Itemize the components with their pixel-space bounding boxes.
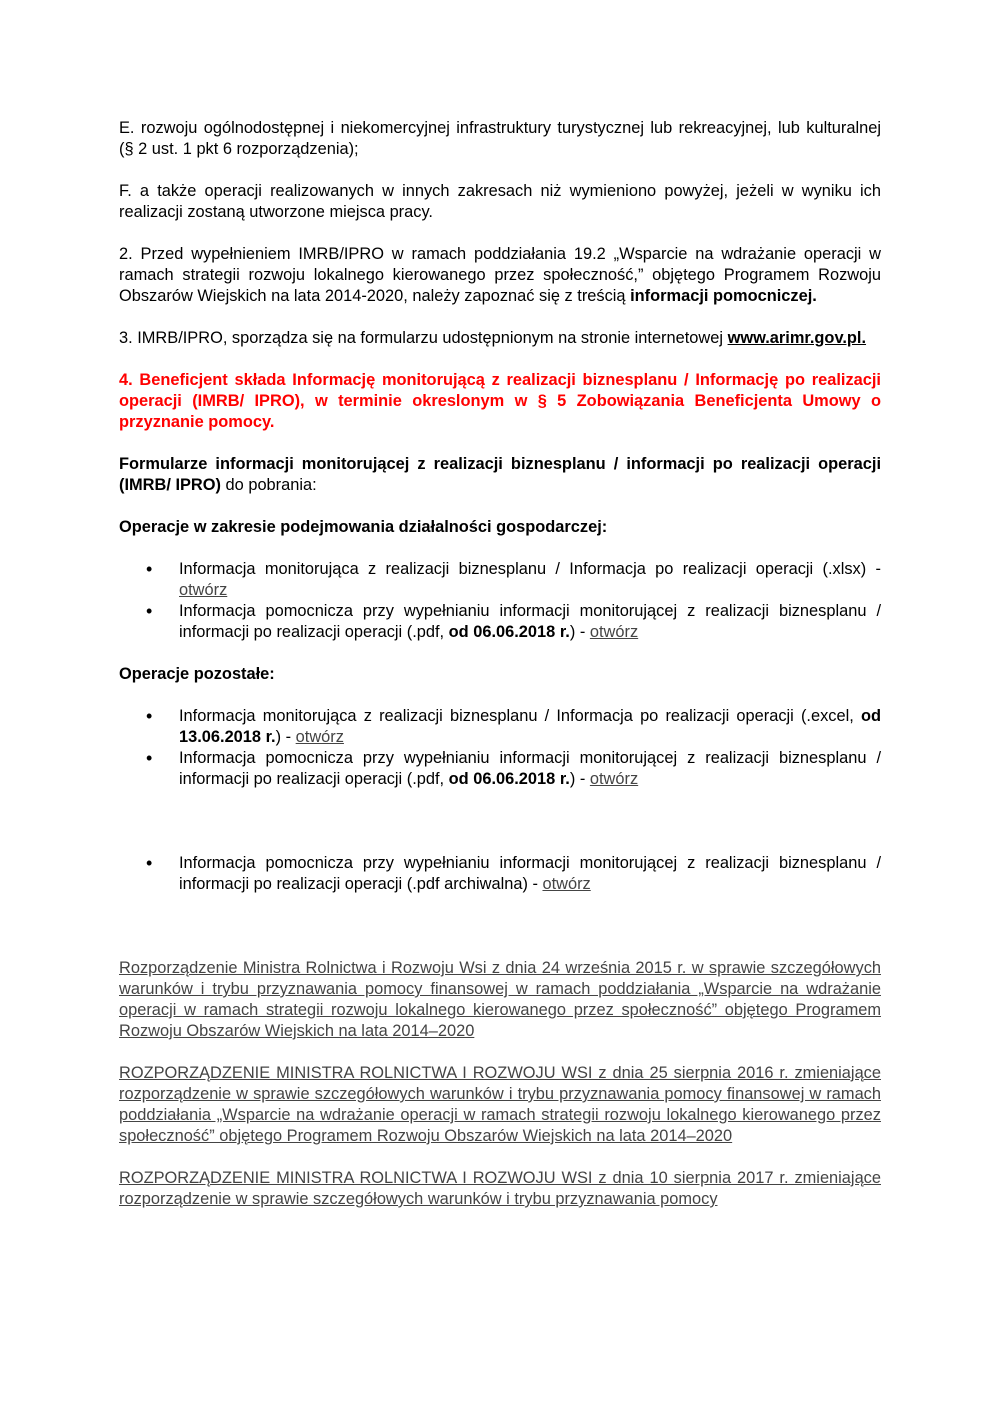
section1-item1-open-link[interactable]: otwórz xyxy=(179,581,228,599)
forms-intro-tail: do pobrania: xyxy=(220,476,317,494)
section1-item2-date: od 06.06.2018 r. xyxy=(448,623,570,641)
section1-list xyxy=(119,559,881,643)
section2-item2-tail: ) - xyxy=(569,770,590,788)
list-item xyxy=(119,601,881,643)
section1-item2-open-link[interactable]: otwórz xyxy=(589,623,639,641)
paragraph-2-text: 2. Przed wypełnieniem IMRB/IPRO w ramach poddziałania 19.2 „Wsparcie na wdrażanie operacji w ramach strategii rozwoju lokalnego kierowanego przez społeczność,” objętego Programem Rozwoju Obszarów Wiejskich na lata 2014-2020, należy zapoznać się z treścią xyxy=(119,245,881,305)
section2-item2-open-link[interactable]: otwórz xyxy=(589,770,639,788)
section2-item2-date: od 06.06.2018 r. xyxy=(448,770,570,788)
paragraph-3-text: 3. IMRB/IPRO, sporządza się na formularzu udostępnionym na stronie internetowej xyxy=(119,329,724,347)
arimr-link[interactable]: www.arimr.gov.pl. xyxy=(727,329,867,347)
section2-list xyxy=(119,706,881,790)
archive-item-open-link[interactable]: otwórz xyxy=(542,875,591,893)
paragraph-3 xyxy=(119,328,881,349)
section2-heading: Operacje pozostałe: xyxy=(119,665,275,683)
paragraph-2-bold: informacji pomocniczej. xyxy=(630,287,817,305)
section2-item1-tail: ) - xyxy=(275,728,296,746)
section1-item2-tail: ) - xyxy=(569,623,590,641)
forms-intro xyxy=(119,454,881,496)
regulation-link-2016[interactable]: ROZPORZĄDZENIE MINISTRA ROLNICTWA I ROZWOJU WSI z dnia 25 sierpnia 2016 r. zmieniające rozporządzenie w sprawie szczegółowych warunków i trybu przyznawania pomocy finansowej w ramach poddziałania „Wsparcie na wdrażanie operacji w ramach strategii rozwoju lokalnego kierowanego przez społeczność” objętego Programem Rozwoju Obszarów Wiejskich na lata 2014–2020 xyxy=(119,1064,881,1145)
regulation-link-2017[interactable]: ROZPORZĄDZENIE MINISTRA ROLNICTWA I ROZWOJU WSI z dnia 10 sierpnia 2017 r. zmieniające rozporządzenie w sprawie szczegółowych warunków i trybu przyznawania pomocy xyxy=(119,1169,881,1208)
document-body xyxy=(119,118,881,1210)
list-item xyxy=(119,559,881,601)
paragraph-2 xyxy=(119,244,881,307)
paragraph-e: E. rozwoju ogólnodostępnej i niekomercyjnej infrastruktury turystycznej lub rekreacyjnej, lub kulturalnej (§ 2 ust. 1 pkt 6 rozporządzenia); xyxy=(119,119,881,158)
section1-heading: Operacje w zakresie podejmowania działalności gospodarczej: xyxy=(119,518,608,536)
section2-item1-open-link[interactable]: otwórz xyxy=(295,728,344,746)
section2-item1-text: Informacja monitorująca z realizacji biznesplanu / Informacja po realizacji operacji (.excel, xyxy=(179,707,861,725)
paragraph-4-notice: 4. Beneficjent składa Informację monitorującą z realizacji biznesplanu / Informację po realizacji operacji (IMRB/ IPRO), w terminie okreslonym w § 5 Zobowiązania Beneficjenta Umowy o przyznanie pomocy. xyxy=(119,371,881,431)
list-item xyxy=(119,706,881,748)
section1-item2-text: Informacja pomocnicza przy wypełnianiu informacji monitorującej z realizacji biznesplanu / informacji po realizacji operacji (.pdf, xyxy=(179,602,881,641)
list-item xyxy=(119,748,881,790)
section2-item1-date: od 13.06.2018 r. xyxy=(179,707,881,746)
list-item xyxy=(119,853,881,895)
paragraph-f: F. a także operacji realizowanych w innych zakresach niż wymieniono powyżej, jeżeli w wyniku ich realizacji zostaną utworzone miejsca pracy. xyxy=(119,182,881,221)
regulation-link-2015[interactable]: Rozporządzenie Ministra Rolnictwa i Rozwoju Wsi z dnia 24 września 2015 r. w sprawie szczegółowych warunków i trybu przyznawania pomocy finansowej w ramach poddziałania „Wsparcie na wdrażanie operacji w ramach strategii rozwoju lokalnego kierowanego przez społeczność” objętego Programem Rozwoju Obszarów Wiejskich na lata 2014–2020 xyxy=(119,959,881,1040)
archive-list xyxy=(119,853,881,895)
section1-item1-text: Informacja monitorująca z realizacji biznesplanu / Informacja po realizacji operacji (.xlsx) - xyxy=(179,560,881,578)
section2-item2-text: Informacja pomocnicza przy wypełnianiu informacji monitorującej z realizacji biznesplanu / informacji po realizacji operacji (.pdf, xyxy=(179,749,881,788)
forms-intro-bold: Formularze informacji monitorującej z realizacji biznesplanu / informacji po realizacji operacji (IMRB/ IPRO) xyxy=(119,455,881,494)
archive-item-text: Informacja pomocnicza przy wypełnianiu informacji monitorującej z realizacji biznesplanu / informacji po realizacji operacji (.pdf archiwalna) - xyxy=(179,854,881,893)
